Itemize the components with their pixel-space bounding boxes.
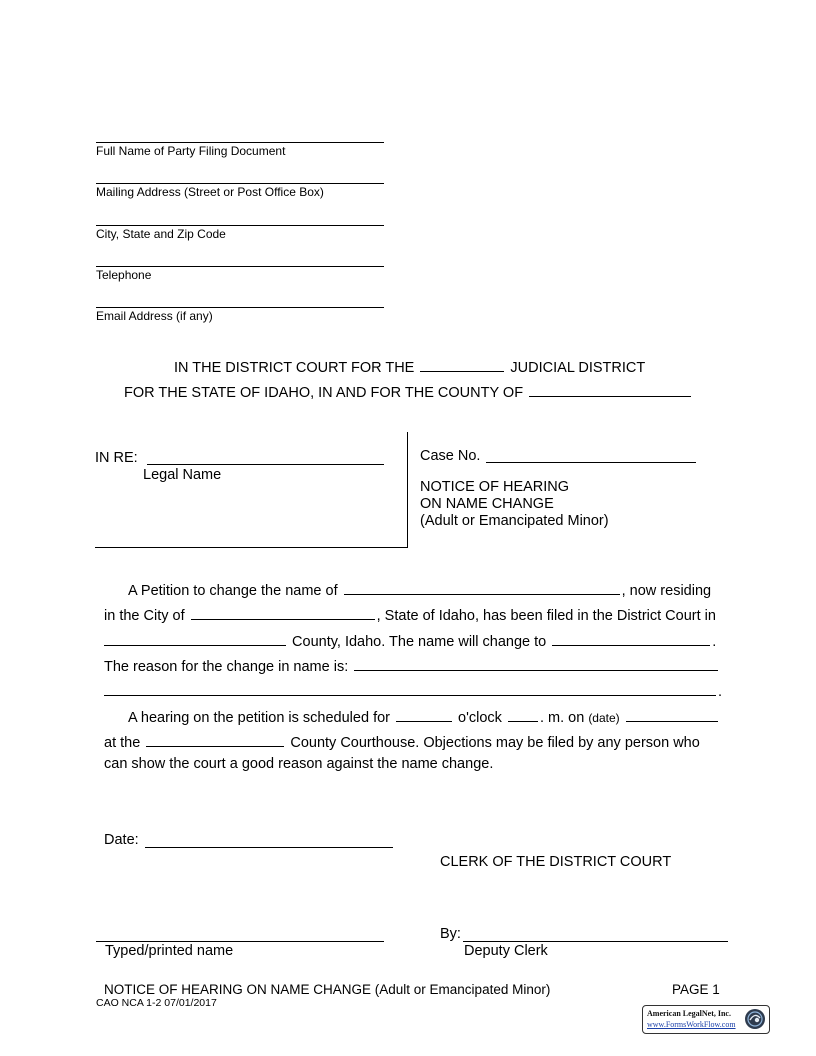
- caption-bottom-rule: [95, 547, 407, 548]
- hearing-line1: [128, 706, 720, 726]
- court-heading-line1: [174, 356, 645, 376]
- caption-divider: [407, 432, 408, 548]
- hearing-line2: [104, 731, 700, 751]
- form-code: CAO NCA 1-2 07/01/2017: [96, 997, 217, 1009]
- filer-city-line[interactable]: [96, 225, 384, 226]
- legal-name-label: Legal Name: [143, 467, 222, 483]
- filer-telephone-label: Telephone: [96, 268, 152, 282]
- date-label: Date:: [104, 832, 139, 848]
- hearing-text-4: at the: [104, 735, 141, 751]
- petition-text-7: .: [718, 684, 723, 700]
- hearing-hour-blank[interactable]: [396, 706, 452, 722]
- petition-line3: [104, 630, 716, 650]
- judicial-district-blank[interactable]: [420, 356, 504, 372]
- date-hint: (date): [588, 711, 620, 725]
- filer-city-label: City, State and Zip Code: [96, 227, 226, 241]
- reason-blank-2[interactable]: [104, 680, 716, 696]
- footer-title: NOTICE OF HEARING ON NAME CHANGE (Adult or Emancipated Minor): [104, 982, 551, 997]
- hearing-text-1: A hearing on the petition is scheduled for: [128, 710, 390, 726]
- page-number: PAGE 1: [672, 982, 720, 997]
- petition-line5: [104, 680, 722, 700]
- hearing-date-blank[interactable]: [626, 706, 718, 722]
- hearing-line3: can show the court a good reason against the name change.: [104, 756, 494, 772]
- judicial-district-text: JUDICIAL DISTRICT: [510, 360, 646, 376]
- document-title-line3: (Adult or Emancipated Minor): [420, 513, 609, 529]
- case-number-line[interactable]: [486, 462, 696, 463]
- petition-text-6: .: [712, 634, 717, 650]
- filer-name-label: Full Name of Party Filing Document: [96, 144, 286, 158]
- filer-name-line[interactable]: [96, 142, 384, 143]
- new-name-blank[interactable]: [552, 630, 710, 646]
- petition-line1: [128, 579, 711, 599]
- filer-telephone-line[interactable]: [96, 266, 384, 267]
- legal-name-line[interactable]: [147, 464, 384, 465]
- filer-address-label: Mailing Address (Street or Post Office Box): [96, 185, 324, 199]
- city-blank[interactable]: [191, 604, 375, 620]
- deputy-signature-line[interactable]: [463, 941, 728, 942]
- by-label: By:: [440, 926, 461, 942]
- county-heading-text: FOR THE STATE OF IDAHO, IN AND FOR THE COUNTY OF: [124, 385, 524, 401]
- logo-website: www.FormsWorkFlow.com: [647, 1020, 736, 1029]
- petition-text-4: , State of Idaho, has been filed in the District Court in: [376, 608, 716, 624]
- hearing-text-2: o'clock: [458, 710, 502, 726]
- am-pm-blank[interactable]: [508, 706, 538, 722]
- filing-county-blank[interactable]: [104, 630, 286, 646]
- current-name-blank[interactable]: [344, 579, 620, 595]
- typed-name-label: Typed/printed name: [105, 943, 234, 959]
- clerk-label: CLERK OF THE DISTRICT COURT: [440, 854, 672, 870]
- logo-company: American LegalNet, Inc.: [647, 1009, 731, 1018]
- hearing-text-5: County Courthouse. Objections may be filed by any person who: [290, 735, 700, 751]
- petition-line4: [104, 655, 720, 675]
- reason-label: The reason for the change in name is:: [104, 659, 349, 675]
- filer-email-line[interactable]: [96, 307, 384, 308]
- court-heading-text: IN THE DISTRICT COURT FOR THE: [174, 360, 415, 376]
- reason-blank-1[interactable]: [354, 655, 718, 671]
- petition-text-3: in the City of: [104, 608, 185, 624]
- hearing-text-3: . m. on: [539, 710, 585, 726]
- legalnet-logo: [642, 1005, 770, 1034]
- courthouse-county-blank[interactable]: [146, 731, 284, 747]
- document-title-line2: ON NAME CHANGE: [420, 496, 554, 512]
- typed-name-line[interactable]: [96, 941, 384, 942]
- document-title-line1: NOTICE OF HEARING: [420, 479, 570, 495]
- deputy-clerk-label: Deputy Clerk: [464, 943, 548, 959]
- petition-line2: [104, 604, 716, 624]
- in-re-label: IN RE:: [95, 450, 138, 466]
- case-number-label: Case No.: [420, 448, 481, 464]
- county-blank[interactable]: [529, 381, 691, 397]
- globe-icon: [744, 1008, 766, 1030]
- date-line[interactable]: [145, 847, 393, 848]
- court-heading-line2: [124, 381, 693, 401]
- petition-text-1: A Petition to change the name of: [128, 583, 338, 599]
- petition-text-5: County, Idaho. The name will change to: [292, 634, 547, 650]
- filer-email-label: Email Address (if any): [96, 309, 213, 323]
- filer-address-line[interactable]: [96, 183, 384, 184]
- petition-text-2: , now residing: [621, 583, 712, 599]
